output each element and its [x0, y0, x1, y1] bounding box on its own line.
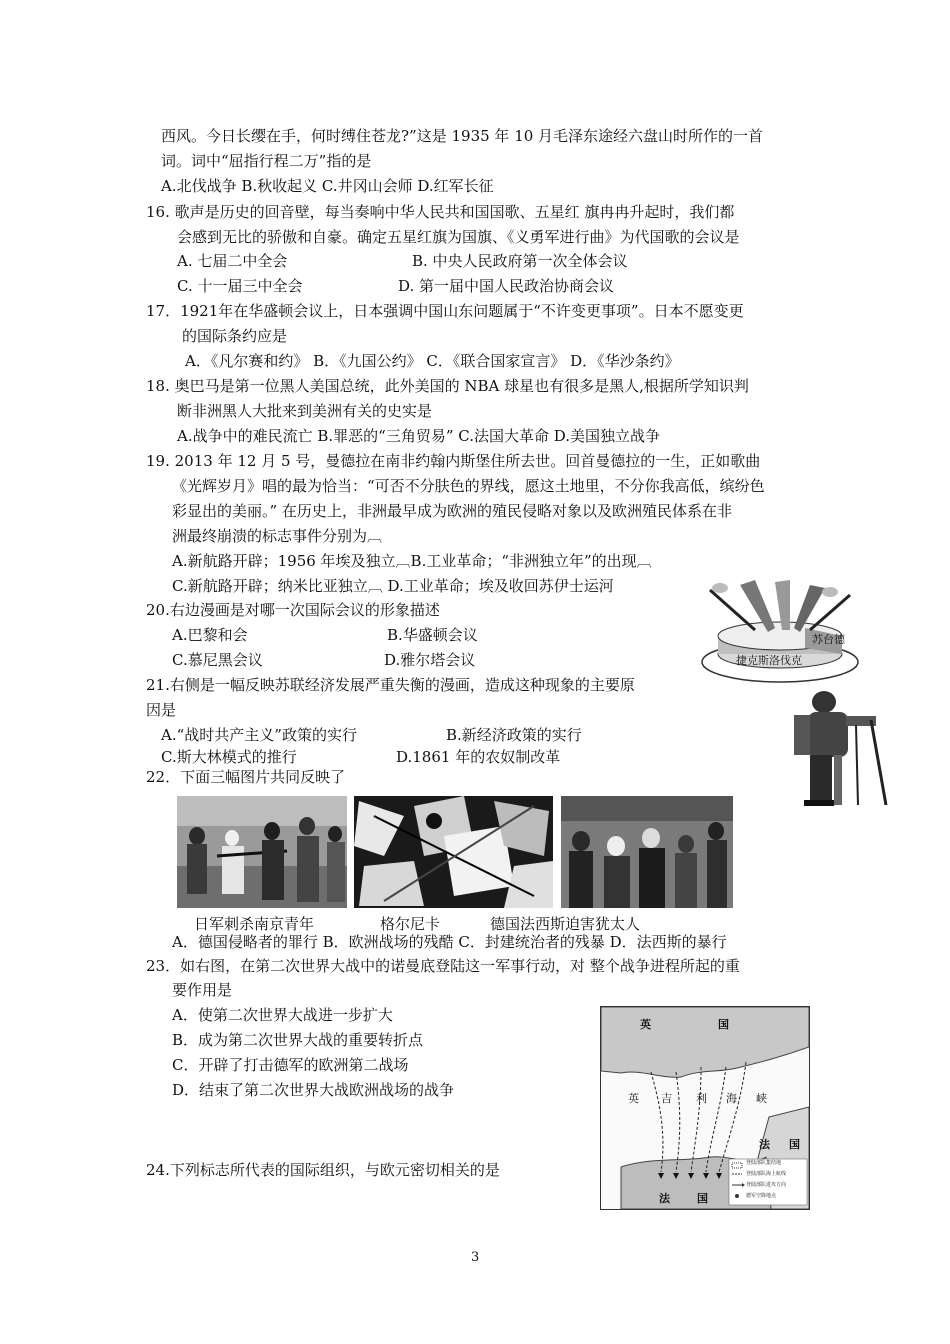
page-number: 3 — [471, 1250, 480, 1265]
q16-stem-1: 16. 歌声是历史的回音壁，每当奏响中华人民共和国国歌、五星红 旗冉冉升起时，我们都 — [146, 203, 735, 221]
q23-option-b: B．成为第二次世界大战的重要转折点 — [172, 1031, 424, 1049]
q20-option-b: B.华盛顿会议 — [387, 626, 478, 644]
q19-options-ab: A.新航路开辟；1956 年埃及独立︹B.工业革命；“非洲独立年”的出现︹ — [172, 552, 652, 570]
q23-option-c: C．开辟了打击德军的欧洲第二战场 — [172, 1056, 409, 1074]
q18-options: A.战争中的难民流亡 B.罪恶的“三角贸易” C.法国大革命 D.美国独立战争 — [177, 427, 661, 445]
munich-cartoon — [700, 580, 860, 685]
q21-option-d: D.1861 年的农奴制改革 — [396, 748, 561, 766]
q21-stem-2: 因是 — [146, 701, 177, 719]
map-legend-airborne: 德军空降地点 — [746, 1193, 777, 1199]
photo-guernica — [354, 796, 553, 908]
q20-option-d: D.雅尔塔会议 — [384, 651, 476, 669]
normandy-landing-map — [600, 1006, 810, 1210]
map-label-channel-4: 海 — [726, 1092, 737, 1105]
q15-line-2: 词。词中“屈指行程二万”指的是 — [161, 152, 372, 170]
q19-options-cd: C.新航路开辟；纳米比亚独立︹ D.工业革命；埃及收回苏伊士运河 — [172, 577, 614, 595]
q23-stem-1: 23．如右图，在第二次世界大战中的诺曼底登陆这一军事行动，对 整个战争进程所起的重 — [146, 957, 740, 975]
q19-stem-4: 洲最终崩溃的标志事件分别为︹ — [172, 527, 383, 545]
q18-stem-1: 18. 奥巴马是第一位黑人美国总统，此外美国的 NBA 球星也有很多是黑人,根据所学知识判 — [146, 377, 749, 395]
q20-stem: 20.右边漫画是对哪一次国际会议的形象描述 — [146, 601, 440, 619]
q17-stem-2: 的国际条约应是 — [182, 327, 288, 345]
map-label-england-2: 国 — [718, 1018, 729, 1031]
caption-nanjing: 日军刺杀南京青年 — [194, 915, 315, 933]
q22-options: A．德国侵略者的罪行 B．欧洲战场的残酷 C．封建统治者的残暴 D．法西斯的暴行 — [172, 933, 727, 951]
map-legend-attack-direction: 登陆部队进攻方向 — [746, 1182, 787, 1188]
map-label-france-south-1: 法 — [659, 1192, 670, 1205]
q16-option-d: D. 第一届中国人民政治协商会议 — [398, 277, 615, 295]
q21-option-c: C.斯大林模式的推行 — [161, 748, 297, 766]
q23-option-d: D．结束了第二次世界大战欧洲战场的战争 — [172, 1081, 455, 1099]
q15-line-1: 西风。今日长缨在手，何时缚住苍龙?”这是 1935 年 10 月毛泽东途经六盘山时所作的一首 — [161, 127, 764, 145]
q18-stem-2: 断非洲黑人大批来到美洲有关的史实是 — [177, 402, 433, 420]
q16-option-b: B. 中央人民政府第一次全体会议 — [412, 252, 628, 270]
photo-nanjing — [177, 796, 347, 908]
q24-stem: 24.下列标志所代表的国际组织，与欧元密切相关的是 — [146, 1161, 500, 1179]
q20-option-c: C.慕尼黑会议 — [172, 651, 263, 669]
map-legend-sea-route: 登陆部队海上航线 — [746, 1171, 787, 1177]
q16-stem-2: 会感到无比的骄傲和自豪。确定五星红旗为国旗、《义勇军进行曲》为代国歌的会议是 — [177, 228, 740, 246]
map-label-channel-5: 峡 — [756, 1092, 767, 1105]
q21-option-b: B.新经济政策的实行 — [446, 726, 582, 744]
photo-jews-persecution — [561, 796, 733, 908]
caption-jews: 德国法西斯迫害犹太人 — [490, 915, 641, 933]
q19-stem-3: 彩显出的美丽。” 在历史上，非洲最早成为欧洲的殖民侵略对象以及欧洲殖民体系在非 — [172, 502, 732, 520]
q16-option-a: A. 七届二中全会 — [177, 252, 288, 270]
q16-option-c: C. 十一届三中全会 — [177, 277, 303, 295]
q20-option-a: A.巴黎和会 — [172, 626, 248, 644]
soviet-economy-cartoon — [786, 690, 894, 808]
q21-option-a: A.“战时共产主义”政策的实行 — [161, 726, 357, 744]
q22-stem: 22．下面三幅图片共同反映了 — [146, 768, 346, 786]
cartoon-label-sudetenland: 苏台德 — [812, 633, 845, 646]
q19-stem-1: 19. 2013 年 12 月 5 号，曼德拉在南非约翰内斯堡住所去世。回首曼德拉的一生，正如歌曲 — [146, 452, 761, 470]
map-label-france-south-2: 国 — [697, 1192, 708, 1205]
map-label-channel-3: 利 — [696, 1092, 707, 1105]
map-label-england-1: 英 — [640, 1018, 651, 1031]
q19-stem-2: 《光辉岁月》唱的最为恰当：“可否不分肤色的界线，愿这土地里，不分你我高低，缤纷色 — [172, 477, 765, 495]
map-label-france-east-1: 法 — [759, 1138, 770, 1151]
q17-options: A．《凡尔赛和约》 B．《九国公约》 C．《联合国家宣言》 D．《华沙条约》 — [185, 352, 680, 370]
map-legend-assembly: 登陆部队集结地 — [746, 1160, 782, 1166]
map-label-channel-1: 英 — [628, 1092, 639, 1105]
map-label-france-east-2: 国 — [789, 1138, 800, 1151]
q23-stem-2: 要作用是 — [172, 981, 233, 999]
cartoon-label-czechoslovakia: 捷克斯洛伐克 — [736, 654, 802, 667]
map-label-channel-2: 吉 — [661, 1092, 672, 1105]
caption-guernica: 格尔尼卡 — [380, 915, 441, 933]
q23-option-a: A．使第二次世界大战进一步扩大 — [172, 1006, 393, 1024]
q17-stem-1: 17．1921年在华盛顿会议上，日本强调中国山东问题属于“不许变更事项”。日本不愿变更 — [146, 302, 744, 320]
q21-stem-1: 21.右侧是一幅反映苏联经济发展严重失衡的漫画，造成这种现象的主要原 — [146, 676, 635, 694]
q15-options: A.北伐战争 B.秋收起义 C.井冈山会师 D.红军长征 — [161, 177, 494, 195]
